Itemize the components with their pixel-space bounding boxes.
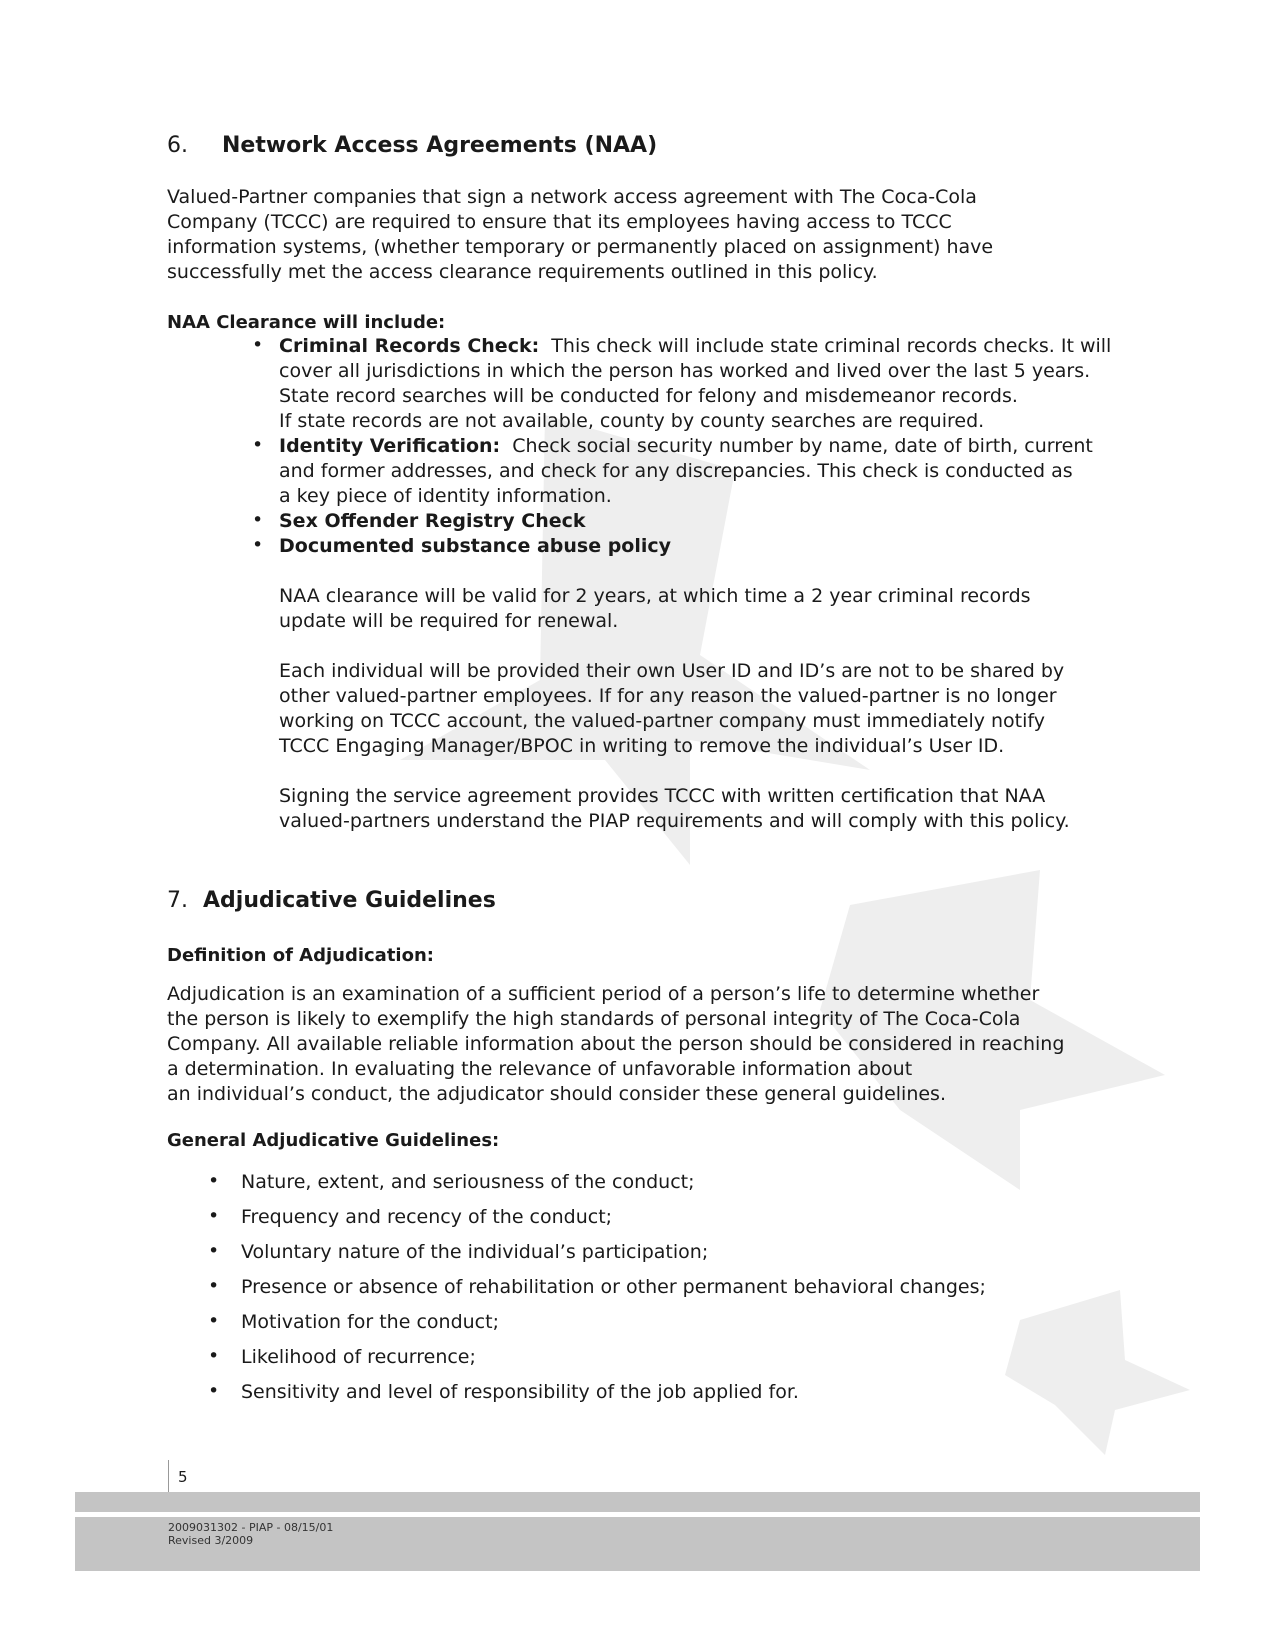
bullet-icon: • [208, 1240, 220, 1262]
footer-revised: Revised 3/2009 [168, 1534, 254, 1547]
bullet-icon: • [208, 1345, 220, 1367]
bullet-text-line: If state records are not available, county by county searches are required. [279, 410, 985, 432]
bullet-text-line: State record searches will be conducted for felony and misdemeanor records. [279, 385, 1018, 407]
signing-line: Signing the service agreement provides TCCC with written certification that NAA [279, 785, 1046, 807]
naa-intro-line: information systems, (whether temporary or permanently placed on assignment) have [167, 236, 994, 258]
bullet-icon: • [252, 534, 264, 556]
guideline-item: Likelihood of recurrence; [241, 1346, 476, 1368]
bullet-icon: • [208, 1275, 220, 1297]
validity-line: update will be required for renewal. [279, 610, 619, 632]
bullet-text-line: Check social security number by name, date of birth, current [512, 435, 1093, 457]
section-7-number: 7. [167, 888, 188, 913]
guideline-item: Presence or absence of rehabilitation or other permanent behavioral changes; [241, 1276, 986, 1298]
naa-intro-paragraph [167, 185, 993, 285]
naa-intro-line: Valued-Partner companies that sign a network access agreement with The Coca-Cola [167, 186, 977, 208]
guideline-item: Voluntary nature of the individual’s participation; [241, 1241, 709, 1263]
bullet-text-line: This check will include state criminal records checks. It will [551, 335, 1112, 357]
bullet-icon: • [208, 1170, 220, 1192]
bullet-icon: • [252, 434, 264, 456]
guideline-item: Frequency and recency of the conduct; [241, 1206, 613, 1228]
definition-line: the person is likely to exemplify the high standards of personal integrity of The Coca-Cola [167, 1008, 1021, 1030]
guideline-item: Nature, extent, and seriousness of the conduct; [241, 1171, 695, 1193]
bullet-label: Sex Offender Registry Check [279, 510, 586, 532]
definition-line: a determination. In evaluating the relevance of unfavorable information about [167, 1058, 913, 1080]
guideline-item: Sensitivity and level of responsibility of the job applied for. [241, 1381, 799, 1403]
bullet-label: Criminal Records Check: [279, 335, 540, 357]
naa-validity-paragraph [279, 584, 1031, 634]
bullet-sex-offender [279, 509, 586, 534]
user-id-paragraph [279, 659, 1064, 759]
page-number: 5 [178, 1468, 188, 1486]
bullet-text-line: cover all jurisdictions in which the person has worked and lived over the last 5 years. [279, 360, 1091, 382]
bullet-label: Identity Verification: [279, 435, 501, 457]
definition-paragraph [167, 982, 1064, 1107]
user-id-line: TCCC Engaging Manager/BPOC in writing to remove the individual’s User ID. [279, 735, 1005, 757]
guideline-item: Motivation for the conduct; [241, 1311, 499, 1333]
definition-line: an individual’s conduct, the adjudicator should consider these general guidelines. [167, 1083, 946, 1105]
section-6-title: Network Access Agreements (NAA) [222, 133, 658, 158]
naa-intro-line: Company (TCCC) are required to ensure that its employees having access to TCCC [167, 211, 952, 233]
bullet-icon: • [252, 509, 264, 531]
bullet-substance-abuse [279, 534, 671, 559]
bullet-icon: • [208, 1380, 220, 1402]
page-number-divider [168, 1460, 169, 1492]
bullet-criminal-records [279, 334, 1111, 434]
bullet-icon: • [208, 1205, 220, 1227]
naa-intro-line: successfully met the access clearance requirements outlined in this policy. [167, 261, 878, 283]
definition-line: Adjudication is an examination of a sufficient period of a person’s life to determine whether [167, 983, 1040, 1005]
general-guidelines-heading: General Adjudicative Guidelines: [167, 1130, 500, 1151]
naa-clearance-heading: NAA Clearance will include: [167, 312, 446, 333]
user-id-line: working on TCCC account, the valued-partner company must immediately notify [279, 710, 1046, 732]
bullet-icon: • [208, 1310, 220, 1332]
definition-line: Company. All available reliable information about the person should be considered in reaching [167, 1033, 1065, 1055]
bullet-icon: • [252, 334, 264, 356]
section-7-title: Adjudicative Guidelines [203, 888, 496, 913]
user-id-line: Each individual will be provided their own User ID and ID’s are not to be shared by [279, 660, 1065, 682]
bullet-text-line: and former addresses, and check for any discrepancies. This check is conducted as [279, 460, 1073, 482]
footer-bar-top [75, 1492, 1200, 1512]
bullet-label: Documented substance abuse policy [279, 535, 672, 557]
signing-paragraph [279, 784, 1070, 834]
definition-heading: Definition of Adjudication: [167, 945, 434, 966]
validity-line: NAA clearance will be valid for 2 years, at which time a 2 year criminal records [279, 585, 1031, 607]
bullet-identity-verification [279, 434, 1093, 509]
bullet-text-line: a key piece of identity information. [279, 485, 612, 507]
footer-doc-id: 2009031302 - PIAP - 08/15/01 [168, 1521, 334, 1534]
user-id-line: other valued-partner employees. If for any reason the valued-partner is no longer [279, 685, 1057, 707]
signing-line: valued-partners understand the PIAP requirements and will comply with this policy. [279, 810, 1070, 832]
section-6-number: 6. [167, 133, 188, 158]
